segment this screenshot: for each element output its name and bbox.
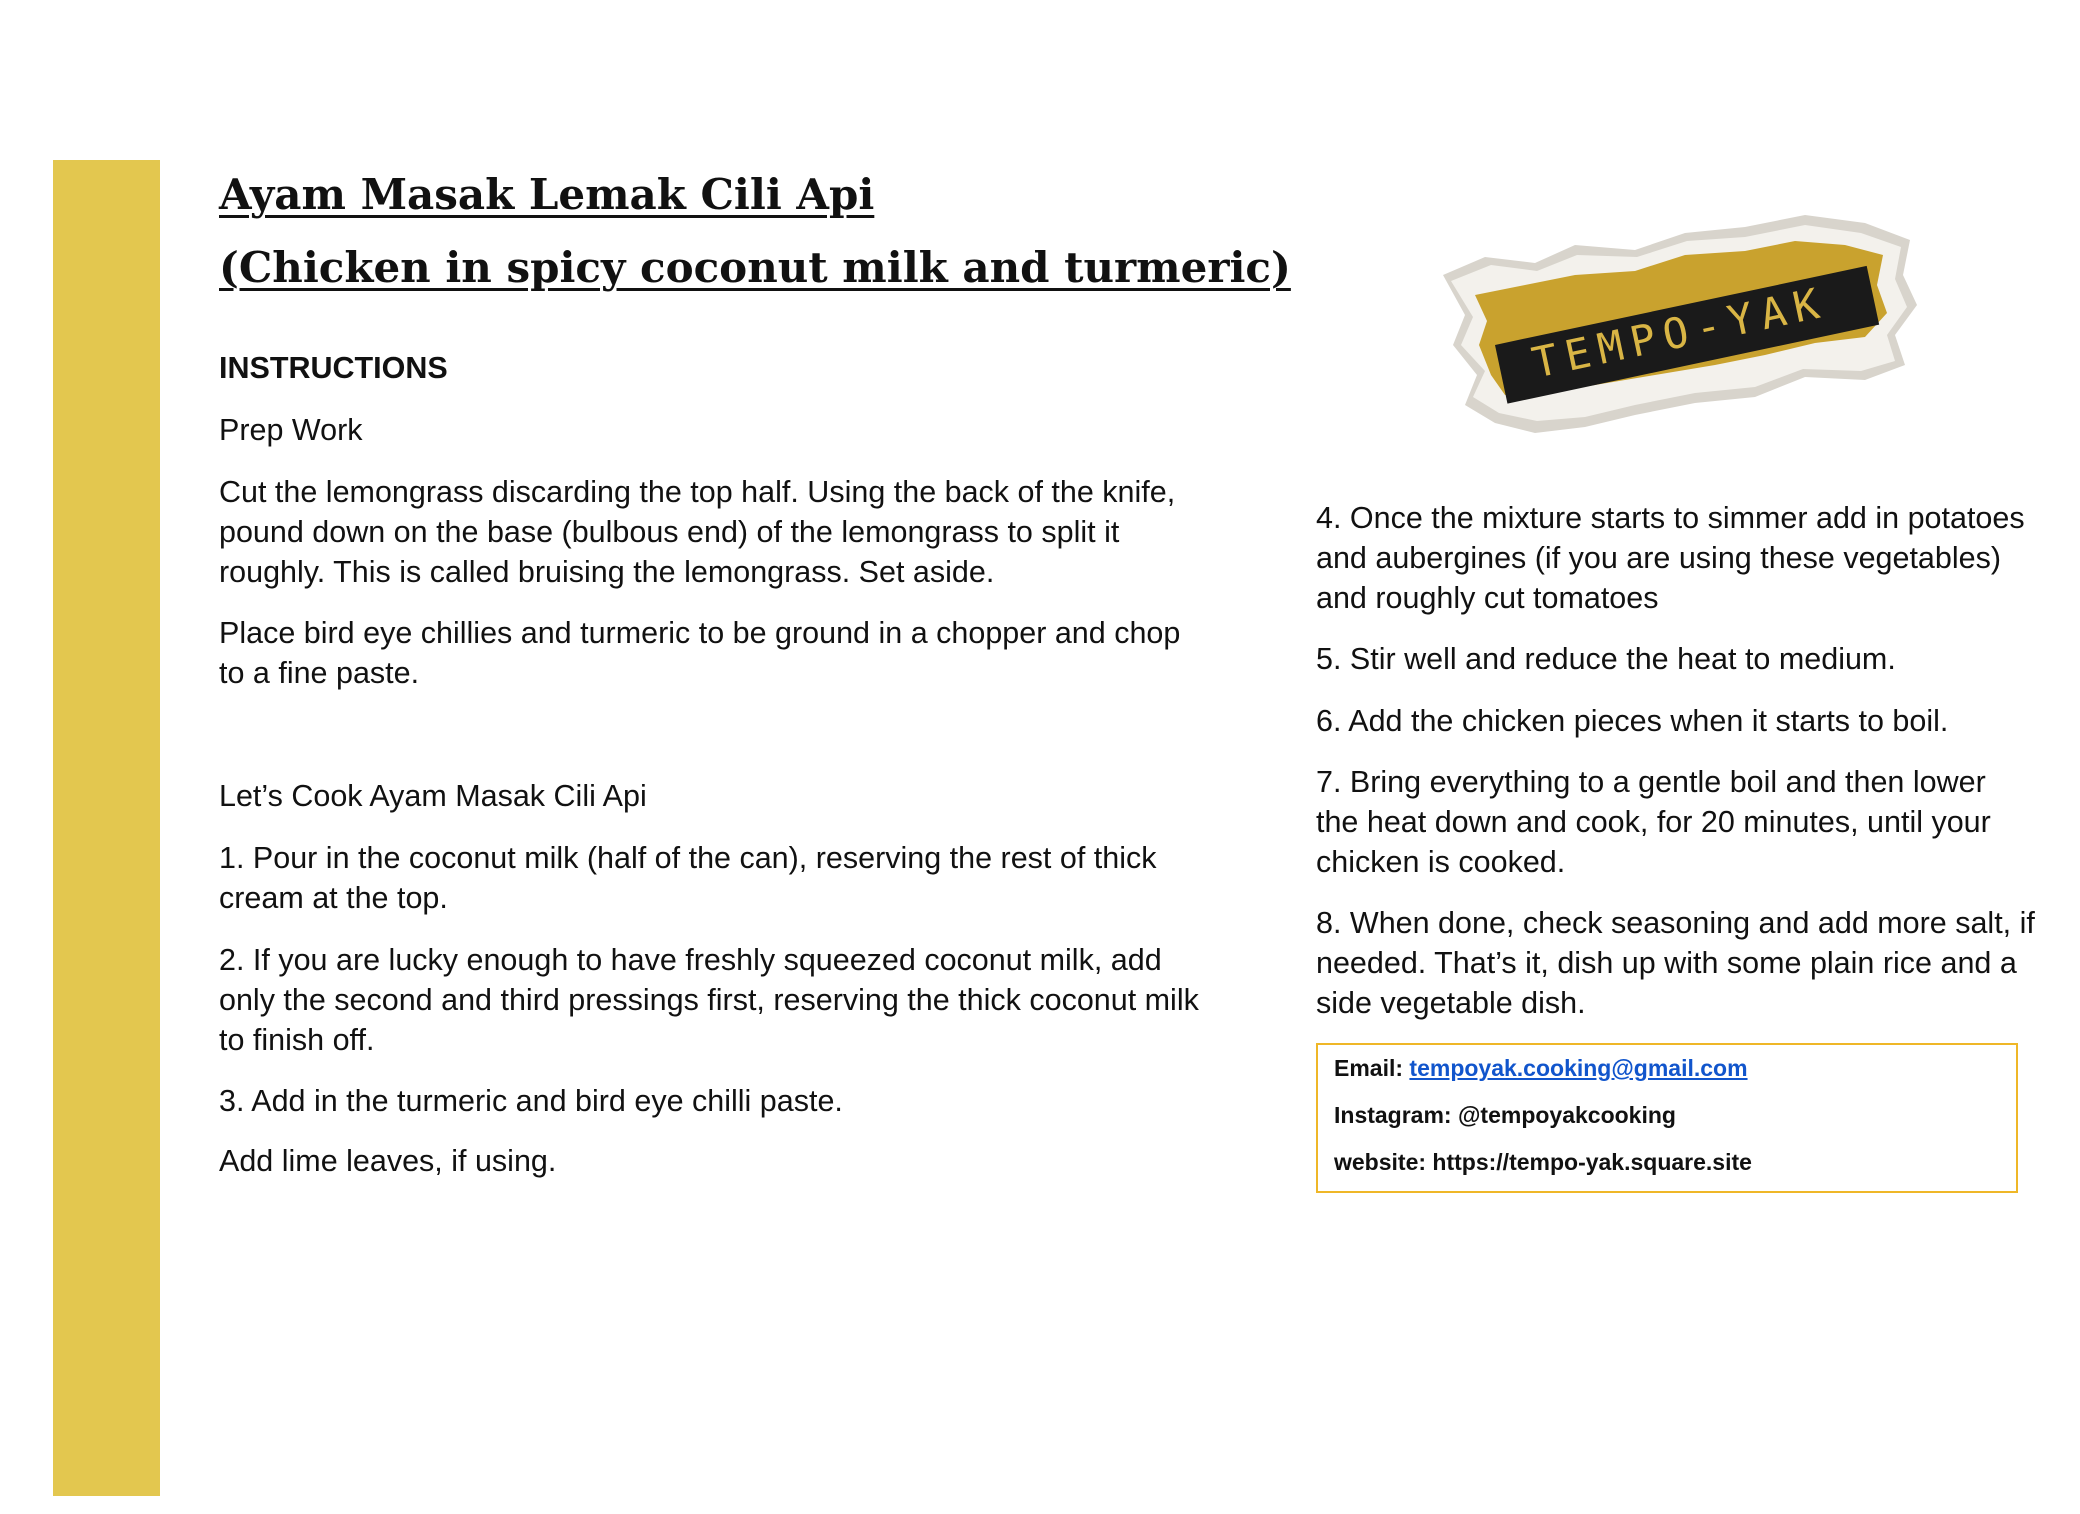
cook-step: Add lime leaves, if using. [219,1144,557,1178]
cook-step: 5. Stir well and reduce the heat to medium. [1316,642,1896,676]
side-accent-bar [53,160,160,1496]
cook-step: 1. Pour in the coconut milk (half of the can), reserving the rest of thick cream at the top. [219,841,1157,915]
cook-step: 8. When done, check seasoning and add more salt, if needed. That’s it, dish up with some plain rice and a side vegetable dish. [1316,906,2035,1020]
contact-instagram-row [1334,1102,1676,1129]
contact-box [1316,1043,2018,1193]
cook-step: 4. Once the mixture starts to simmer add in potatoes and aubergines (if you are using these vegetables) and roughly cut tomatoes [1316,501,2025,615]
logo-text: TEMPO-YAK [1527,277,1832,388]
email-label: Email: [1334,1055,1404,1081]
prep-step: Cut the lemongrass discarding the top half. Using the back of the knife, pound down on the base (bulbous end) of the lemongrass to split it roughly. This is called bruising the lemongrass. Set aside. [219,475,1176,589]
cook-step: 2. If you are lucky enough to have freshly squeezed coconut milk, add only the second and third pressings first, reserving the thick coconut milk to finish off. [219,943,1199,1057]
instructions-heading: INSTRUCTIONS [219,351,448,385]
email-link[interactable]: tempoyak.cooking@gmail.com [1409,1055,1748,1081]
website-label: website: [1334,1149,1427,1175]
prep-step: Place bird eye chillies and turmeric to be ground in a chopper and chop to a fine paste. [219,616,1181,690]
recipe-subtitle: (Chicken in spicy coconut milk and turmeric) [219,243,1291,292]
website-url: https://tempo-yak.square.site [1432,1149,1752,1175]
cook-step: 3. Add in the turmeric and bird eye chilli paste. [219,1084,843,1118]
contact-email-row [1334,1055,1748,1082]
instagram-handle: @tempoyakcooking [1457,1102,1676,1128]
cook-heading: Let’s Cook Ayam Masak Cili Api [219,779,647,813]
recipe-title: Ayam Masak Lemak Cili Api [219,170,875,219]
cook-step: 6. Add the chicken pieces when it starts to boil. [1316,704,1949,738]
cook-step: 7. Bring everything to a gentle boil and then lower the heat down and cook, for 20 minutes, until your chicken is cooked. [1316,765,1991,879]
tempo-yak-logo [1425,205,1925,455]
contact-website-row [1334,1149,1752,1176]
instagram-label: Instagram: [1334,1102,1452,1128]
prep-work-heading: Prep Work [219,413,363,447]
